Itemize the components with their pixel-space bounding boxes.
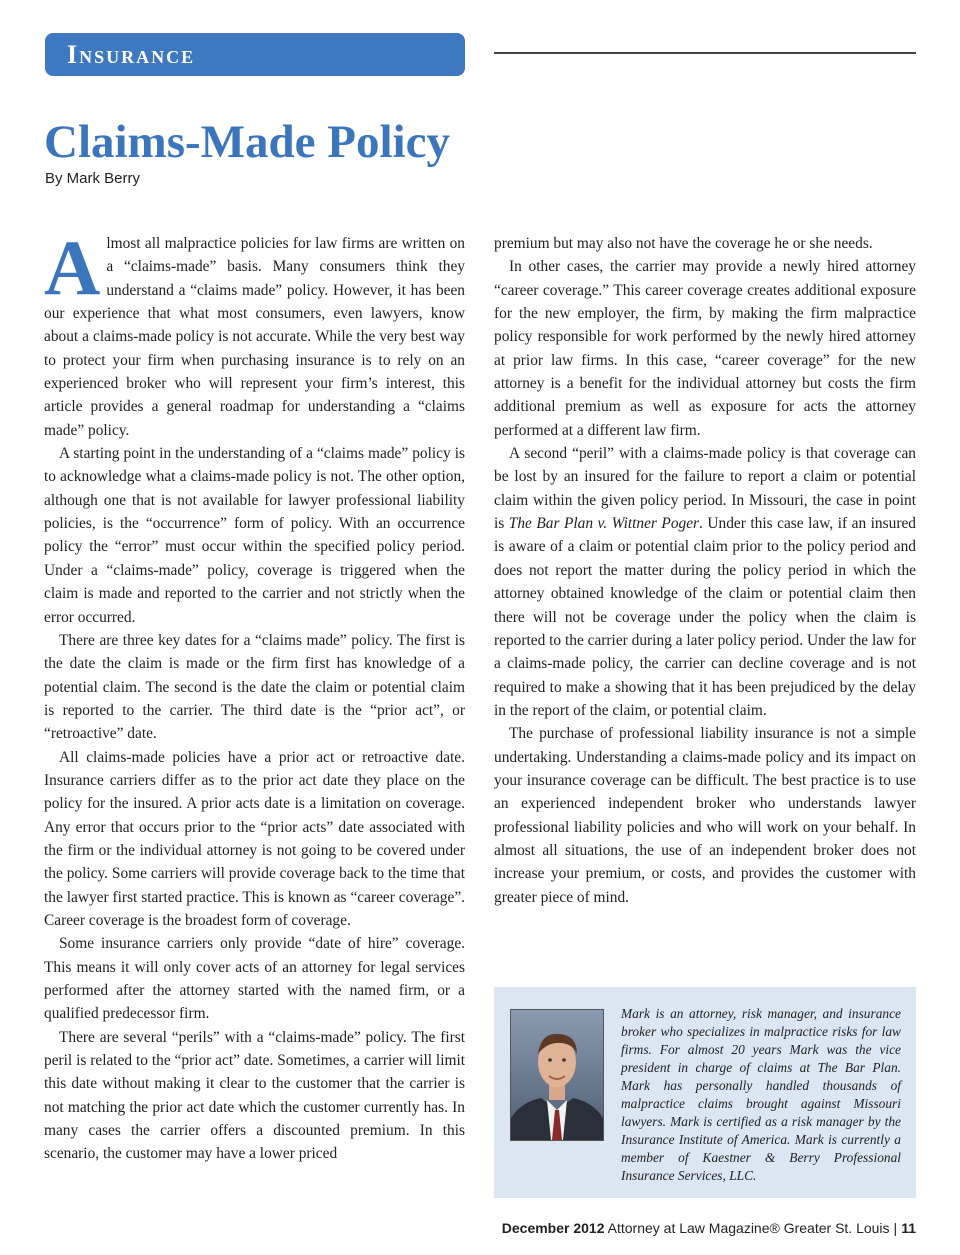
article-paragraph (494, 442, 916, 722)
author-bio-text: Mark is an attorney, risk manager, and insurance broker who specializes in malpractice risks for law firms. For almost 20 years Mark was the vice president in charge of claims at The Bar Plan. Mark has personally handled thousands of malpractice claims brought against Missouri lawyers. Mark is certified as a risk manager by the Insurance Institute of America. Mark is currently a member of Kaestner & Berry Professional Insurance Services, LLC. (621, 1006, 901, 1183)
publication-name: Attorney at Law Magazine® Greater St. Louis (607, 1220, 890, 1236)
author-photo (510, 1009, 604, 1141)
article-paragraph: The purchase of professional liability insurance is not a simple undertaking. Understanding a claims-made policy and its impact on your insurance coverage can be difficult. The best practice is to use an experienced independent broker who understands lawyer professional liability policies and who will work on your behalf. In almost all situations, the use of an independent broker does not increase your premium, or costs, and provides the customer with greater piece of mind. (494, 725, 916, 906)
author-portrait-image (511, 1010, 603, 1140)
header-rule (494, 52, 916, 54)
page-number: 11 (901, 1220, 916, 1236)
article-column-left (44, 224, 465, 1166)
article-paragraph: Some insurance carriers only provide “date of hire” coverage. This means it will only cover acts of an attorney for legal services performed after the attorney started with the named firm, or a qualified predecessor firm. (44, 935, 465, 1023)
issue-date: December 2012 (501, 1220, 605, 1236)
paragraph-text: . Under this case law, if an insured is aware of a claim or potential claim prior to the policy period and does not report the matter during the policy period in which the attorney obtained knowledge of the claim or potential claim then there will not be coverage under the policy when the claim is reported to the carrier during a later policy period. Under the law for a claims-made policy, the carrier can decline coverage and is not required to make a showing that it has been prejudiced by the delay in the report of the claim, or potential claim. (494, 515, 916, 719)
section-tag (45, 33, 465, 76)
page-footer (502, 1220, 916, 1236)
article-paragraph: premium but may also not have the coverage he or she needs. (494, 235, 873, 252)
article-column-right (494, 232, 916, 909)
section-label: Insurance (67, 40, 196, 69)
drop-cap: A (44, 224, 101, 311)
paragraph-text: lmost all malpractice policies for law firms are written on a “claims-made” basis. Many consumers think they understand a “claims made” policy. However, it has been our experience that what most consumers, even lawyers, know about a claims-made policy is not accurate. While the very best way to protect your firm when purchasing insurance is to rely on an experienced broker who will represent your firm’s interest, this article provides a general roadmap for understanding a “claims made” policy. (44, 235, 465, 439)
article-paragraph (44, 224, 465, 442)
author-bio-box (494, 987, 916, 1198)
article-paragraph: All claims-made policies have a prior act or retroactive date. Insurance carriers differ as to the prior act date they place on the policy for the insured. A prior acts date is a limitation on coverage. Any error that occurs prior to the “prior acts” date associated with the firm or the individual attorney is not going to be covered under the policy. Some carriers will provide coverage back to the time that the lawyer first started practice. This is known as “career coverage”. Career coverage is the broadest form of coverage. (44, 748, 465, 929)
article-byline: By Mark Berry (45, 170, 141, 187)
article-paragraph: In other cases, the carrier may provide a newly hired attorney “career coverage.” This career coverage creates additional exposure for the new employer, the firm, by making the firm malpractice policy responsible for work performed by the newly hired attorney at prior law firms. In this case, “career coverage” for the new attorney is a benefit for the individual attorney but costs the firm additional premium as well as exposure for acts the attorney performed at a different law firm. (494, 258, 916, 439)
case-citation: The Bar Plan v. Wittner Poger (508, 515, 700, 533)
paragraph-text: A second “peril” with a claims-made policy is that coverage can be lost by an insured for the failure to report a claim or potential claim within the given policy period. In Missouri, the case in point is (494, 445, 916, 533)
article-paragraph: There are several “perils” with a “claims-made” policy. The first peril is related to the “prior act” date. Sometimes, a carrier will limit this date without making it clear to the customer that the carrier is not matching the prior act date which the customer currently has. In many cases the carrier offers a discounted premium. In this scenario, the customer may have a lower priced (44, 1028, 465, 1163)
article-paragraph: A starting point in the understanding of a “claims made” policy is to acknowledge what a claims-made policy is not. The other option, although one that is not available for lawyer professional liability policies, is the “occurrence” form of policy. With an occurrence policy the “error” must occur within the specified policy period. Under a “claims-made” policy, coverage is triggered when the claim is made and reported to the carrier and not strictly when the error occurred. (44, 445, 465, 626)
article-paragraph: There are three key dates for a “claims made” policy. The first is the date the claim is made or the firm first has knowledge of a potential claim. The second is the date the claim or potential claim is reported to the carrier. The third date is the “prior act”, or “retroactive” date. (44, 631, 465, 743)
footer-separator: | (893, 1220, 898, 1236)
article-title: Claims-Made Policy (44, 116, 450, 168)
